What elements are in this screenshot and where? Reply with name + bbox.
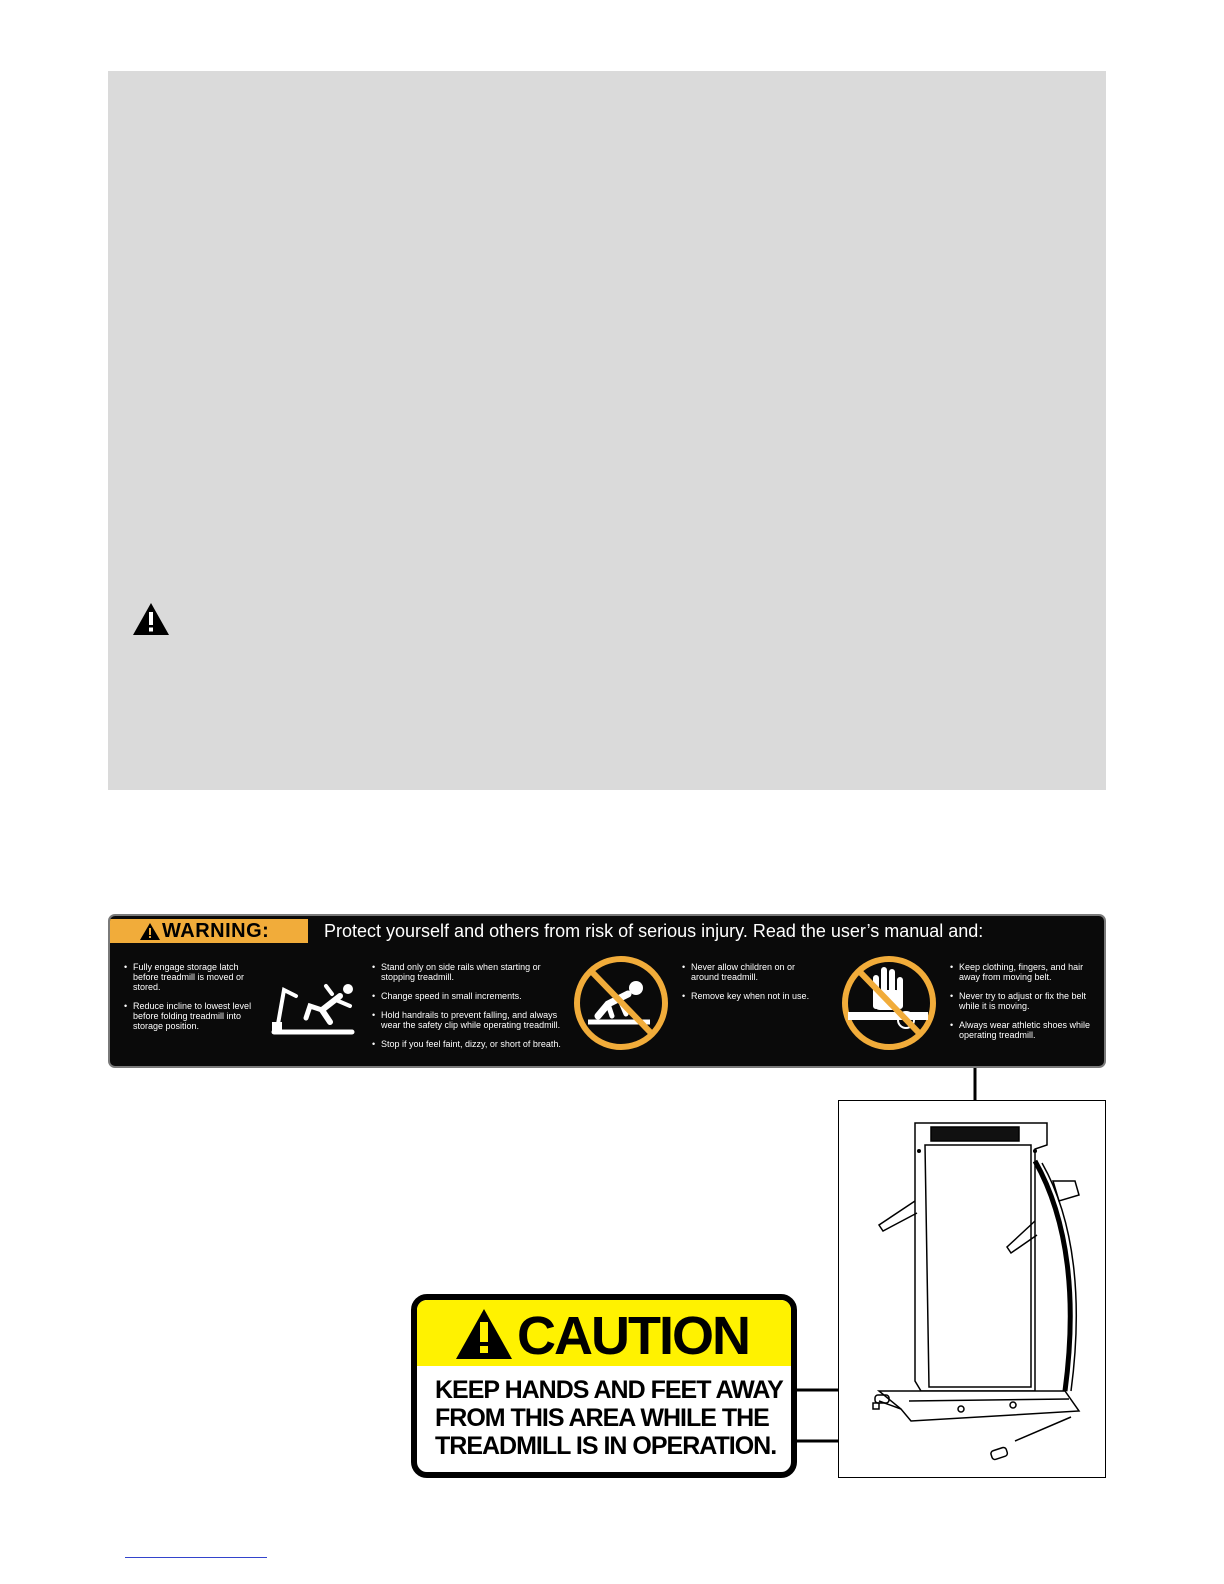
warning-bullet: • Fully engage storage latch before treadmill is moved or stored. [124,962,264,992]
warning-label: WARNING: [162,920,270,942]
caution-line: KEEP HANDS AND FEET AWAY [435,1376,783,1404]
warning-headline: Protect yourself and others from risk of serious injury. Read the user’s manual and: [324,921,984,941]
caution-line: FROM THIS AREA WHILE THE [435,1404,769,1432]
treadmill-illustration [839,1101,1105,1477]
footer-link-underline[interactable] [125,1557,267,1558]
caution-decal [411,1294,797,1478]
caution-line: TREADMILL IS IN OPERATION. [435,1432,777,1460]
caution-title: CAUTION [517,1306,749,1366]
warning-bullet: • Always wear athletic shoes while operating treadmill. [950,1020,1095,1040]
warning-bullet: • Stop if you feel faint, dizzy, or short of breath. [372,1039,572,1049]
warning-bullet: • Remove key when not in use. [682,991,822,1001]
caution-body [435,1376,785,1460]
warning-bullet: • Stand only on side rails when starting or stopping treadmill. [372,962,572,982]
treadmill-illustration-frame [838,1100,1106,1478]
caution-triangle-icon [455,1308,513,1360]
warning-bullet: • Never try to adjust or fix the belt while it is moving. [950,991,1095,1011]
warning-bullet: • Never allow children on or around treadmill. [682,962,822,982]
warning-bullet: • Reduce incline to lowest level before folding treadmill into storage position. [124,1001,264,1031]
warning-bullet: • Keep clothing, fingers, and hair away from moving belt. [950,962,1095,982]
warning-bullet: • Hold handrails to prevent falling, and always wear the safety clip while operating treadmill. [372,1010,572,1030]
warning-bullet: • Change speed in small increments. [372,991,572,1001]
